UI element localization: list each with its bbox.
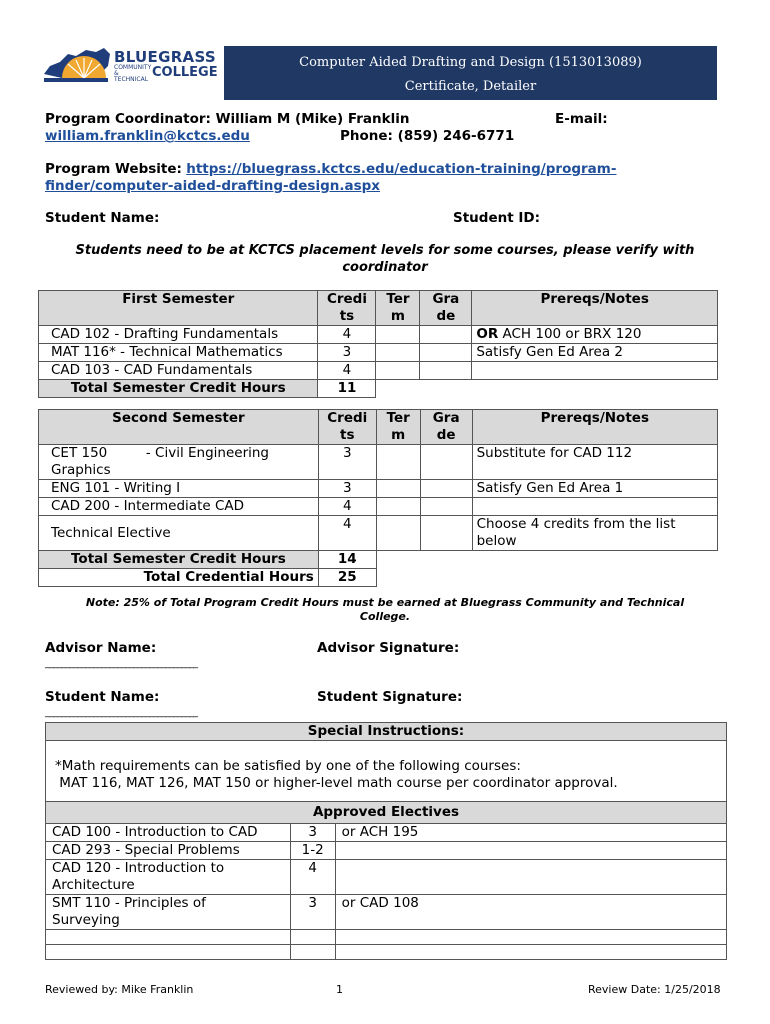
table-row [46, 860, 727, 895]
header-grade: Gra de [420, 291, 472, 326]
header-course: Second Semester [39, 410, 319, 445]
table-row [39, 498, 718, 516]
advisor-name-label: Advisor Name: [45, 640, 157, 656]
placement-note [40, 242, 730, 276]
header-notes: Prereqs/Notes [472, 291, 718, 326]
notes-cell [472, 498, 717, 516]
notes-cell: Satisfy Gen Ed Area 2 [472, 344, 718, 362]
second-semester-table [38, 409, 718, 587]
elective-course: CAD 120 - Introduction to Architecture [46, 860, 291, 895]
logo-text-community: COMMUNITY & TECHNICAL [114, 64, 152, 83]
course-cell: CAD 200 - Intermediate CAD [39, 498, 319, 516]
logo-text-bluegrass: BLUEGRASS [114, 48, 216, 66]
coordinator-email-link[interactable]: william.franklin@kctcs.edu [45, 128, 250, 144]
credential-total-credits: 25 [318, 569, 376, 587]
website-link-line2[interactable]: finder/computer-aided-drafting-design.aspx [45, 178, 381, 194]
grade-cell[interactable] [420, 326, 472, 344]
total-row [39, 380, 718, 398]
elective-credits: 3 [290, 824, 335, 842]
notes-cell: Satisfy Gen Ed Area 1 [472, 480, 717, 498]
student-name-label: Student Name: [45, 210, 160, 226]
course-cell: CAD 102 - Drafting Fundamentals [39, 326, 318, 344]
special-line2: MAT 116, MAT 126, MAT 150 or higher-level math course per coordinator approval. [55, 775, 618, 791]
student-id-label: Student ID: [453, 210, 540, 226]
email-label: E-mail: [555, 111, 608, 127]
notes-cell: Substitute for CAD 112 [472, 445, 717, 480]
special-instructions-box [45, 740, 727, 802]
credit-hours-note [40, 596, 730, 624]
special-instructions-header: Special Instructions: [45, 722, 727, 741]
notes-cell: OR ACH 100 or BRX 120 [472, 326, 718, 344]
website-link-line1[interactable]: https://bluegrass.kctcs.edu/education-training/program- [186, 161, 617, 177]
grade-cell[interactable] [420, 362, 472, 380]
course-cell: Technical Elective [39, 516, 319, 551]
grade-cell[interactable] [420, 344, 472, 362]
table-row [39, 480, 718, 498]
table-row [46, 945, 727, 960]
course-cell: ENG 101 - Writing I [39, 480, 319, 498]
approved-electives-header: Approved Electives [45, 801, 727, 824]
elective-credits: 4 [290, 860, 335, 895]
header-notes: Prereqs/Notes [472, 410, 717, 445]
elective-notes [335, 860, 726, 895]
grade-cell[interactable] [420, 480, 472, 498]
program-banner [224, 46, 717, 100]
logo-text-college: COLLEGE [152, 65, 218, 80]
table-row [46, 930, 727, 945]
elective-credits: 1-2 [290, 842, 335, 860]
advisor-signature-label: Advisor Signature: [317, 640, 460, 656]
term-cell[interactable] [376, 445, 420, 480]
header-grade: Gra de [420, 410, 472, 445]
table-row [46, 895, 727, 930]
student-signature-line[interactable]: ______________________________________ [45, 707, 197, 718]
course-cell: MAT 116* - Technical Mathematics [39, 344, 318, 362]
grade-cell[interactable] [420, 498, 472, 516]
header-term: Ter m [376, 291, 420, 326]
program-subtitle: Certificate, Detailer [404, 79, 537, 94]
header-term: Ter m [376, 410, 420, 445]
credits-cell: 4 [318, 362, 376, 380]
special-line1: *Math requirements can be satisfied by one of the following courses: [55, 758, 521, 774]
elective-credits: 3 [290, 895, 335, 930]
page-number: 1 [336, 983, 343, 996]
credential-total-label: Total Credential Hours [39, 569, 319, 587]
total-label: Total Semester Credit Hours [39, 551, 319, 569]
program-title: Computer Aided Drafting and Design (1513013089) [299, 55, 642, 70]
credit-note-line2: College. [359, 610, 411, 623]
placement-note-line2: coordinator [342, 260, 428, 275]
college-logo [42, 42, 222, 84]
header-credits: Credi ts [318, 410, 376, 445]
student-signature-label: Student Signature: [317, 689, 463, 705]
review-date: Review Date: 1/25/2018 [588, 983, 721, 996]
coordinator-phone: Phone: (859) 246-6771 [340, 128, 515, 144]
elective-course: CAD 100 - Introduction to CAD [46, 824, 291, 842]
term-cell[interactable] [376, 498, 420, 516]
table-header-row [39, 291, 718, 326]
table-row [39, 362, 718, 380]
term-cell[interactable] [376, 480, 420, 498]
approved-electives-table [45, 823, 727, 960]
table-row [39, 445, 718, 480]
total-row [39, 551, 718, 569]
term-cell[interactable] [376, 326, 420, 344]
first-semester-table [38, 290, 718, 398]
elective-notes [335, 842, 726, 860]
course-cell: CAD 103 - CAD Fundamentals [39, 362, 318, 380]
term-cell[interactable] [376, 362, 420, 380]
header-credits: Credi ts [318, 291, 376, 326]
advisor-signature-line[interactable]: ______________________________________ [45, 658, 197, 669]
grade-cell[interactable] [420, 516, 472, 551]
credential-total-row [39, 569, 718, 587]
elective-course: SMT 110 - Principles of Surveying [46, 895, 291, 930]
notes-cell [472, 362, 718, 380]
header-course: First Semester [39, 291, 318, 326]
program-website [45, 161, 685, 195]
credits-cell: 3 [318, 445, 376, 480]
credits-cell: 4 [318, 498, 376, 516]
table-header-row [39, 410, 718, 445]
notes-cell: Choose 4 credits from the list below [472, 516, 717, 551]
student-name-label-2: Student Name: [45, 689, 160, 705]
credits-cell: 4 [318, 326, 376, 344]
website-label: Program Website: [45, 161, 182, 177]
total-credits: 11 [318, 380, 376, 398]
credits-cell: 3 [318, 480, 376, 498]
special-instructions-text [55, 758, 618, 792]
course-cell: CET 150 - Civil Engineering Graphics [39, 445, 319, 480]
table-row [39, 326, 718, 344]
kentucky-sunburst-icon [42, 44, 112, 84]
placement-note-line1: Students need to be at KCTCS placement levels for some courses, please verify with [75, 243, 695, 258]
total-credits: 14 [318, 551, 376, 569]
elective-course: CAD 293 - Special Problems [46, 842, 291, 860]
credits-cell: 3 [318, 344, 376, 362]
elective-notes: or ACH 195 [335, 824, 726, 842]
table-row [39, 516, 718, 551]
table-row [46, 824, 727, 842]
reviewed-by: Reviewed by: Mike Franklin [45, 983, 194, 996]
table-row [39, 344, 718, 362]
grade-cell[interactable] [420, 445, 472, 480]
term-cell[interactable] [376, 516, 420, 551]
term-cell[interactable] [376, 344, 420, 362]
table-row [46, 842, 727, 860]
credit-note-line1: Note: 25% of Total Program Credit Hours must be earned at Bluegrass Community and Technical [85, 596, 685, 609]
coordinator-label: Program Coordinator: William M (Mike) Franklin [45, 111, 410, 127]
elective-notes: or CAD 108 [335, 895, 726, 930]
credits-cell: 4 [318, 516, 376, 551]
total-label: Total Semester Credit Hours [39, 380, 318, 398]
